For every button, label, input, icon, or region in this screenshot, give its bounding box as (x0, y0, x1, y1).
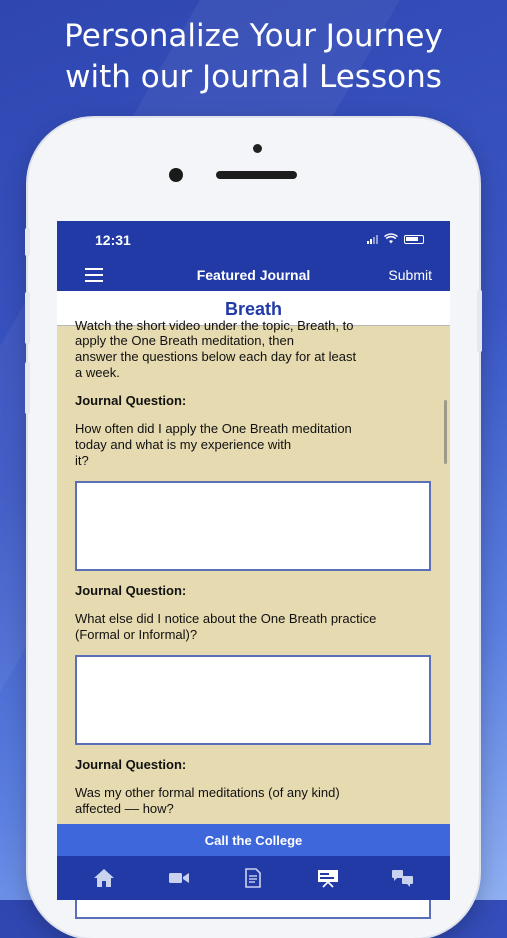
phone-volume-up (25, 292, 30, 344)
journal-title: Breath (224, 299, 282, 319)
bottom-tab-bar (57, 856, 450, 900)
journal-content[interactable] (57, 318, 450, 814)
document-icon (244, 868, 262, 888)
chat-icon (391, 868, 415, 888)
question-line: Was my other formal meditations (of any kind) (75, 785, 340, 800)
phone-speaker (216, 171, 297, 179)
question-text (75, 421, 432, 469)
status-icons (367, 234, 424, 244)
submit-button[interactable]: Submit (388, 267, 432, 283)
tab-home[interactable] (84, 863, 124, 893)
nav-bar (57, 259, 450, 291)
answer-field-2[interactable] (75, 655, 431, 745)
wifi-icon (384, 234, 398, 244)
question-line: (Formal or Informal)? (75, 627, 198, 642)
home-icon (93, 868, 115, 888)
status-bar (57, 221, 450, 259)
battery-icon (404, 235, 424, 244)
tab-video[interactable] (159, 863, 199, 893)
question-text (75, 611, 432, 643)
call-college-button[interactable]: Call the College (57, 824, 450, 856)
phone-volume-down (25, 362, 30, 414)
question-line: today and what is my experience with (75, 437, 292, 452)
intro-text (75, 333, 432, 381)
promo-headline (0, 16, 507, 98)
signal-icon (367, 234, 378, 244)
app-screen (57, 221, 450, 900)
question-heading: Journal Question: (75, 583, 187, 598)
headline-line-1: Personalize Your Journey (64, 18, 443, 54)
question-line: How often did I apply the One Breath meditation (75, 421, 352, 436)
answer-field-1[interactable] (75, 481, 431, 571)
question-text (75, 785, 432, 817)
phone-camera (253, 144, 262, 153)
question-line: What else did I notice about the One Breath practice (75, 611, 377, 626)
headline-line-2: with our Journal Lessons (65, 59, 442, 95)
phone-power-button (477, 290, 482, 352)
question-heading: Journal Question: (75, 757, 187, 772)
video-icon (168, 871, 190, 885)
question-line: it? (75, 453, 89, 468)
tab-chat[interactable] (383, 863, 423, 893)
tab-presentation[interactable] (308, 863, 348, 893)
tab-document[interactable] (233, 863, 273, 893)
intro-line: answer the questions below each day for at least (75, 349, 357, 364)
question-heading: Journal Question: (75, 393, 187, 408)
phone-sensor (169, 168, 183, 182)
presentation-icon (317, 868, 339, 888)
nav-title: Featured Journal (196, 267, 311, 283)
content-scrollbar[interactable] (444, 400, 447, 464)
status-time: 12:31 (95, 232, 131, 248)
intro-line: apply the One Breath meditation, then (75, 333, 294, 348)
intro-cut-line: Watch the short video under the topic, Breath, to (75, 318, 354, 333)
intro-line: a week. (75, 365, 120, 380)
phone-silent-switch (25, 228, 30, 256)
question-line: affected –– how? (75, 801, 174, 816)
